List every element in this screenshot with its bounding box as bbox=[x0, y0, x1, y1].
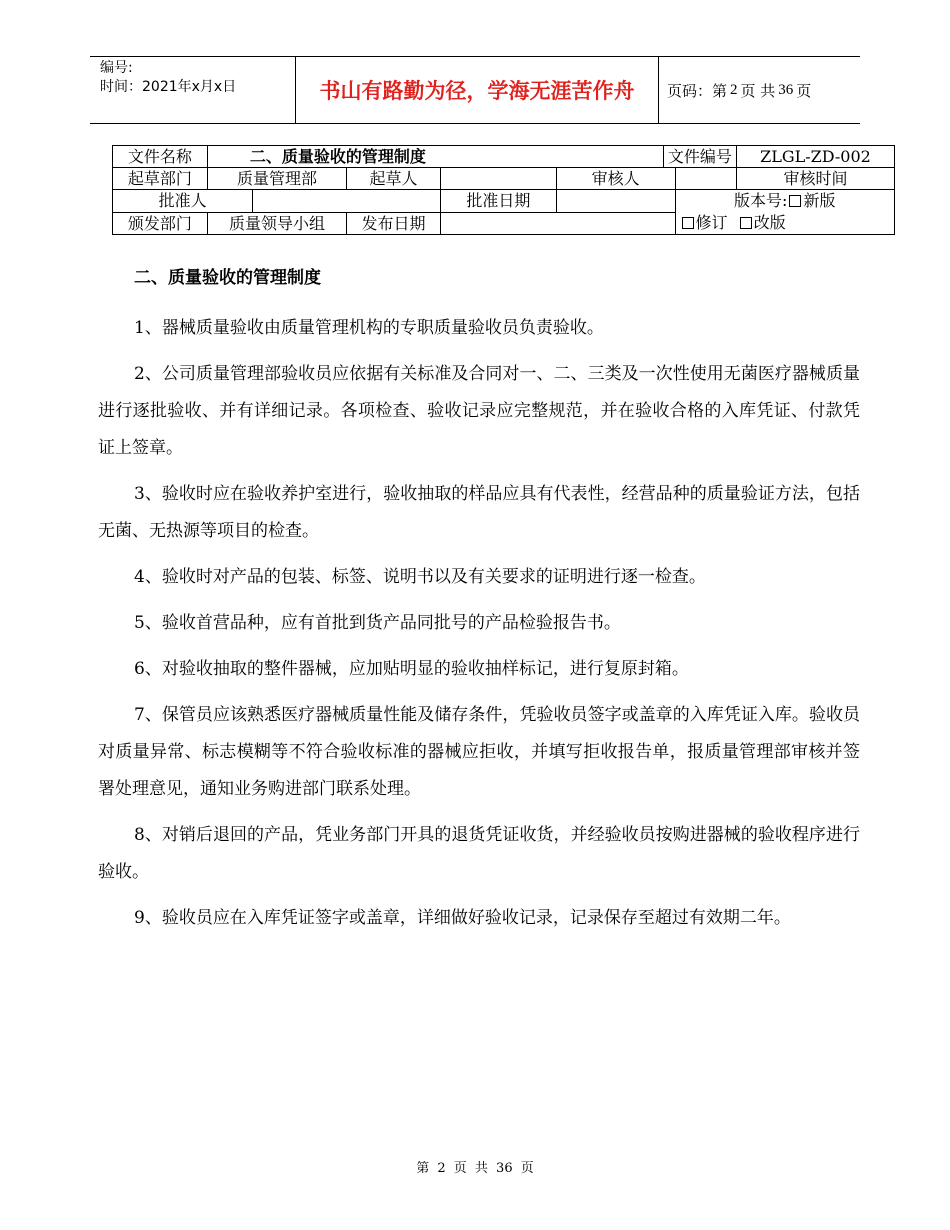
drafter-value bbox=[440, 168, 556, 190]
paragraph: 7、保管员应该熟悉医疗器械质量性能及储存条件，凭验收员签字或盖章的入库凭证入库。验收员对质量异常、标志模糊等不符合验收标准的器械应拒收，并填写拒收报告单，报质量管理部审核并签署处理意见，通知业务购进部门联系处理。 bbox=[98, 705, 860, 799]
header-page-info: 页码：第 2 页 共 36 页 bbox=[667, 81, 812, 100]
number-label: 编号: bbox=[100, 60, 133, 76]
issue-dept-value: 质量领导小组 bbox=[207, 212, 346, 235]
checkbox-change bbox=[740, 217, 752, 229]
document-meta-table bbox=[112, 145, 895, 235]
checkbox-new bbox=[789, 195, 801, 207]
publish-date-value bbox=[440, 212, 675, 235]
paragraph: 3、验收时应在验收养护室进行，验收抽取的样品应具有代表性，经营品种的质量验证方法，包括无菌、无热源等项目的检查。 bbox=[98, 484, 860, 541]
header-slogan: 书山有路勤为径，学海无涯苦作舟 bbox=[295, 57, 659, 123]
reviewer-value bbox=[675, 168, 736, 190]
paragraph: 6、对验收抽取的整件器械，应加贴明显的验收抽样标记，进行复原封箱。 bbox=[134, 659, 689, 679]
document-body bbox=[98, 260, 860, 946]
paragraph: 4、验收时对产品的包装、标签、说明书以及有关要求的证明进行逐一检查。 bbox=[134, 567, 706, 587]
paragraph: 2、公司质量管理部验收员应依据有关标准及合同对一、二、三类及一次性使用无菌医疗器械质量进行逐批验收、并有详细记录。各项检查、验收记录应完整规范，并在验收合格的入库凭证、付款凭证上签章。 bbox=[98, 364, 860, 458]
approve-date-value bbox=[556, 190, 675, 213]
approver-label: 批准人 bbox=[113, 190, 253, 213]
approve-date-label: 批准日期 bbox=[440, 190, 556, 213]
paragraph: 8、对销后退回的产品，凭业务部门开具的退货凭证收货，并经验收员按购进器械的验收程序进行验收。 bbox=[98, 825, 860, 882]
doc-name-value: 二、质量验收的管理制度 bbox=[207, 146, 663, 168]
page-header bbox=[90, 56, 860, 124]
checkbox-revise bbox=[682, 217, 694, 229]
page-number: 2 bbox=[730, 81, 738, 98]
approver-value bbox=[253, 190, 441, 213]
doc-no-label: 文件编号 bbox=[663, 146, 736, 168]
time-label: 时间：2021年x月x日 bbox=[100, 79, 237, 95]
paragraph: 1、器械质量验收由质量管理机构的专职质量验收员负责验收。 bbox=[134, 318, 604, 338]
page-total: 36 bbox=[778, 81, 794, 98]
header-info bbox=[90, 57, 295, 123]
doc-name-label: 文件名称 bbox=[113, 146, 208, 168]
review-time-label: 审核时间 bbox=[736, 168, 894, 190]
drafter-label: 起草人 bbox=[347, 168, 441, 190]
paragraph: 9、验收员应在入库凭证签字或盖章，详细做好验收记录，记录保存至超过有效期二年。 bbox=[134, 908, 791, 928]
issue-dept-label: 颁发部门 bbox=[113, 212, 208, 235]
draft-dept-value: 质量管理部 bbox=[207, 168, 346, 190]
paragraph: 5、验收首营品种，应有首批到货产品同批号的产品检验报告书。 bbox=[134, 613, 621, 633]
version-cell: 版本号: 新版 修订 改版 bbox=[675, 190, 895, 235]
page-footer: 第 2 页 共 36 页 bbox=[416, 1161, 534, 1176]
reviewer-label: 审核人 bbox=[556, 168, 675, 190]
publish-date-label: 发布日期 bbox=[347, 212, 441, 235]
section-heading: 二、质量验收的管理制度 bbox=[134, 268, 321, 288]
draft-dept-label: 起草部门 bbox=[113, 168, 208, 190]
doc-no-value: ZLGL-ZD-002 bbox=[736, 146, 894, 168]
